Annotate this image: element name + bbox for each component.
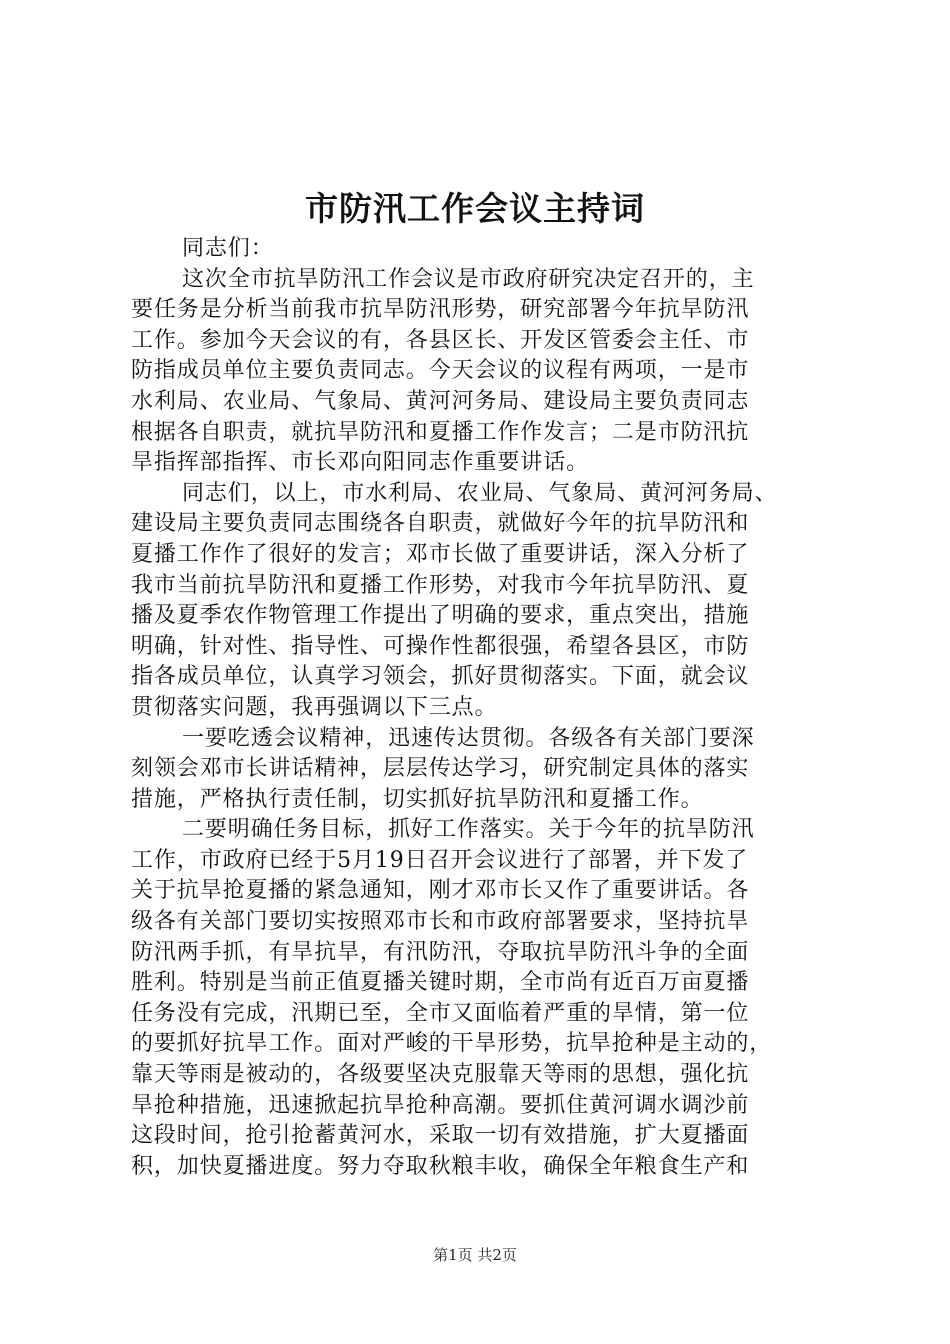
document-title: 市防汛工作会议主持词 [305,189,645,228]
body-line: 旱抢种措施，迅速掀起抗旱抢种高潮。要抓住黄河调水调沙前 [131,1092,750,1118]
body-line: 指各成员单位，认真学习领会，抓好贯彻落实。下面，就会议 [131,664,750,690]
body-line: 工作，市政府已经于5月19日召开会议进行了部署，并下发了 [131,847,749,873]
body-line: 明确，针对性、指导性、可操作性都很强，希望各县区，市防 [131,633,750,659]
body-line: 旱指挥部指挥、市长邓向阳同志作重要讲话。 [131,450,590,476]
body-line: 这段时间，抢引抢蓄黄河水，采取一切有效措施，扩大夏播面 [131,1123,750,1149]
body-line: 同志们，以上，市水利局、农业局、气象局、黄河河务局、 [182,480,778,506]
body-line: 夏播工作作了很好的发言；邓市长做了重要讲话，深入分析了 [131,541,750,567]
body-line: 积，加快夏播进度。努力夺取秋粮丰收，确保全年粮食生产和 [131,1153,750,1179]
body-line: 播及夏季农作物管理工作提出了明确的要求，重点突出，措施 [131,603,750,629]
body-line: 防汛两手抓，有旱抗旱，有汛防汛，夺取抗旱防汛斗争的全面 [131,939,750,965]
body-line: 刻领会邓市长讲话精神，层层传达学习，研究制定具体的落实 [131,756,750,782]
document-body [131,234,833,1182]
body-line: 胜利。特别是当前正值夏播关键时期，全市尚有近百万亩夏播 [131,970,750,996]
body-line: 这次全市抗旱防汛工作会议是市政府研究决定召开的，主 [182,266,755,292]
body-line: 一要吃透会议精神，迅速传达贯彻。各级各有关部门要深 [182,725,755,751]
body-line: 关于抗旱抢夏播的紧急通知，刚才邓市长又作了重要讲话。各 [131,878,750,904]
body-line: 的要抓好抗旱工作。面对严峻的干旱形势，抗旱抢种是主动的， [131,1031,773,1057]
body-line: 要任务是分析当前我市抗旱防汛形势，研究部署今年抗旱防汛 [131,297,750,323]
body-line: 靠天等雨是被动的，各级要坚决克服靠天等雨的思想，强化抗 [131,1062,750,1088]
body-line: 任务没有完成，汛期已至，全市又面临着严重的旱情，第一位 [131,1000,750,1026]
body-line: 同志们： [182,236,274,261]
body-line: 我市当前抗旱防汛和夏播工作形势，对我市今年抗旱防汛、夏 [131,572,750,598]
body-line: 贯彻落实问题，我再强调以下三点。 [131,694,498,720]
body-line: 工作。参加今天会议的有，各县区长、开发区管委会主任、市 [131,327,750,353]
body-line: 措施，严格执行责任制，切实抓好抗旱防汛和夏播工作。 [131,786,704,812]
body-line: 根据各自职责，就抗旱防汛和夏播工作作发言；二是市防汛抗 [131,419,750,445]
body-line: 防指成员单位主要负责同志。今天会议的议程有两项，一是市 [131,358,750,384]
body-line: 级各有关部门要切实按照邓市长和市政府部署要求，坚持抗旱 [131,909,750,935]
body-line: 二要明确任务目标，抓好工作落实。关于今年的抗旱防汛 [182,817,755,843]
page-footer: 第1页 共2页 [433,1246,517,1264]
body-line: 建设局主要负责同志围绕各自职责，就做好今年的抗旱防汛和 [131,511,750,537]
body-line: 水利局、农业局、气象局、黄河河务局、建设局主要负责同志 [131,388,750,414]
